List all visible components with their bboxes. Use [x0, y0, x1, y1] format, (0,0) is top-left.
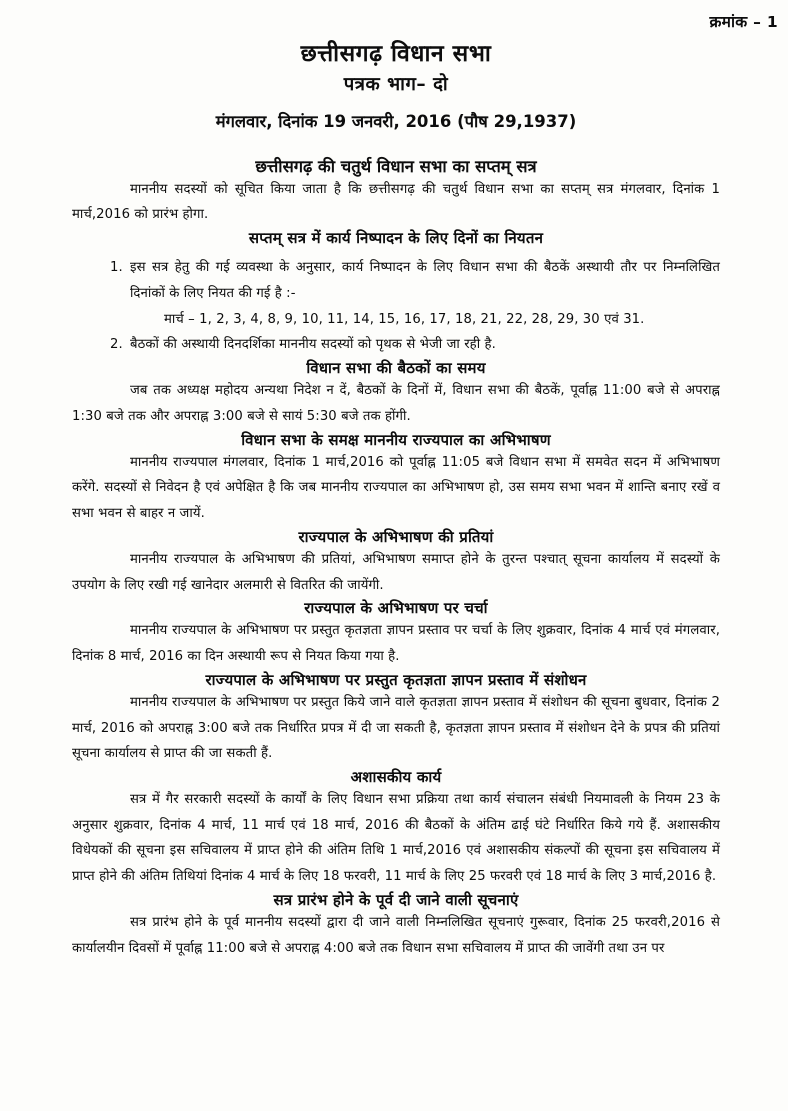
- section-heading-motion-amendment: राज्यपाल के अभिभाषण पर प्रस्तुत कृतज्ञता ज्ञापन प्रस्ताव में संशोधन: [205, 670, 587, 689]
- document-subtitle: पत्रक भाग– दो: [343, 73, 449, 95]
- section-heading-governor-address: विधान सभा के समक्ष माननीय राज्यपाल का अभिभाषण: [241, 430, 551, 449]
- section-paragraph-pre-session-notices: सत्र प्रारंभ होने के पूर्व माननीय सदस्यों द्वारा दी जाने वाली निम्नलिखित सूचनाएं गुरूवार, दिनांक 25 फरवरी,2016 से कार्यालयीन दिवसों में पूर्वाह्न 11:00 बजे से अपराह्न 4:00 बजे तक विधान सभा सचिवालय में प्राप्त की जावेंगी तथा उन पर: [72, 914, 720, 956]
- item-number: 1.: [110, 260, 123, 276]
- section-heading-sitting-time: विधान सभा की बैठकों का समय: [306, 359, 486, 378]
- numbered-item: [72, 332, 720, 358]
- section-heading-address-copies: राज्यपाल के अभिभाषण की प्रतियां: [298, 527, 494, 546]
- numbered-item: [72, 255, 720, 306]
- section-paragraph-governor-address: माननीय राज्यपाल मंगलवार, दिनांक 1 मार्च,2016 को पूर्वाह्न 11:05 बजे विधान सभा में समवेत सदन में अभिभाषण करेंगे. सदस्यों से निवेदन है एवं अपेक्षित है कि जब माननीय राज्यपाल का अभिभाषण हो, उस समय सभा भवन में शान्ति बनाए रखें व सभा भवन से बाहर न जायें.: [72, 454, 720, 522]
- intro-paragraph: माननीय सदस्यों को सूचित किया जाता है कि छत्तीसगढ़ की चतुर्थ विधान सभा का सप्तम् सत्र मंगलवार, दिनांक 1 मार्च,2016 को प्रारंभ होगा.: [72, 181, 720, 223]
- section-paragraph-address-copies: माननीय राज्यपाल के अभिभाषण की प्रतियां, अभिभाषण समाप्त होने के तुरन्त पश्चात् सूचना कार्यालय में सदस्यों के उपयोग के लिए रखी गई खानेदार अलमारी से वितरित की जायेंगी.: [72, 551, 720, 593]
- item-number: 2.: [110, 337, 123, 353]
- section-heading-address-discussion: राज्यपाल के अभिभाषण पर चर्चा: [304, 599, 488, 618]
- section-paragraph-address-discussion: माननीय राज्यपाल के अभिभाषण पर प्रस्तुत कृतज्ञता ज्ञापन प्रस्ताव पर चर्चा के लिए शुक्रवार, दिनांक 4 मार्च एवं मंगलवार, दिनांक 8 मार्च, 2016 का दिन अस्थायी रूप से नियत किया गया है.: [72, 623, 720, 665]
- item-text: बैठकों की अस्थायी दिनदर्शिका माननीय सदस्यों को पृथक से भेजी जा रही है.: [130, 337, 496, 353]
- section-heading-private-member-business: अशासकीय कार्य: [350, 767, 442, 786]
- document-session-line: छत्तीसगढ़ की चतुर्थ विधान सभा का सप्तम् सत्र: [255, 156, 537, 176]
- section-paragraph-private-member-business: सत्र में गैर सरकारी सदस्यों के कार्यों के लिए विधान सभा प्रक्रिया तथा कार्य संचालन संबंधी नियमावली के नियम 23 के अनुसार शुक्रवार, दिनांक 4 मार्च, 11 मार्च एवं 18 मार्च, 2016 की बैठकों के अंतिम ढाई घंटे निर्धारित किये गये हैं. अशासकीय विधेयकों की सूचना इस सचिवालय में प्राप्त होने की अंतिम तिथि 1 मार्च,2016 एवं अशासकीय संकल्पों की सूचना इस सचिवालय में प्राप्त होने की अंतिम तिथियां दिनांक 4 मार्च के लिए 18 फरवरी, 11 मार्च के लिए 25 फरवरी एवं 18 मार्च के लिए 3 मार्च,2016 है.: [72, 791, 720, 885]
- section-heading-pre-session-notices: सत्र प्रारंभ होने के पूर्व दी जाने वाली सूचनाएं: [273, 890, 519, 909]
- section-paragraph-motion-amendment: माननीय राज्यपाल के अभिभाषण पर प्रस्तुत किये जाने वाले कृतज्ञता ज्ञापन प्रस्ताव में संशोधन की सूचना बुधवार, दिनांक 2 मार्च, 2016 को अपराह्न 3:00 बजे तक निर्धारित प्रपत्र में दी जा सकती है, कृतज्ञता ज्ञापन प्रस्ताव में संशोधन देने के प्रपत्र की प्रतियां सूचना कार्यालय से प्राप्त की जा सकती हैं.: [72, 694, 720, 762]
- section-heading-work-days: सप्तम् सत्र में कार्य निष्पादन के लिए दिनों का नियतन: [248, 229, 544, 248]
- item-text: इस सत्र हेतु की गई व्यवस्था के अनुसार, कार्य निष्पादन के लिए विधान सभा की बैठकें अस्थायी तौर पर निम्नलिखित दिनांकों के लिए नियत की गई है :-: [130, 260, 720, 301]
- document-serial-number: क्रमांक – 1: [709, 13, 778, 31]
- sitting-dates-line: मार्च – 1, 2, 3, 4, 8, 9, 10, 11, 14, 15, 16, 17, 18, 21, 22, 28, 29, 30 एवं 31.: [164, 311, 645, 327]
- document-date-line: मंगलवार, दिनांक 19 जनवरी, 2016 (पौष 29,1937): [215, 111, 577, 131]
- section-paragraph-sitting-time: जब तक अध्यक्ष महोदय अन्यथा निदेश न दें, बैठकों के दिनों में, विधान सभा की बैठकें, पूर्वाह्न 11:00 बजे से अपराह्न 1:30 बजे तक और अपराह्न 3:00 बजे से सायं 5:30 बजे तक होंगी.: [72, 383, 720, 424]
- document-content: [72, 38, 720, 961]
- document-title: छत्तीसगढ़ विधान सभा: [300, 41, 492, 67]
